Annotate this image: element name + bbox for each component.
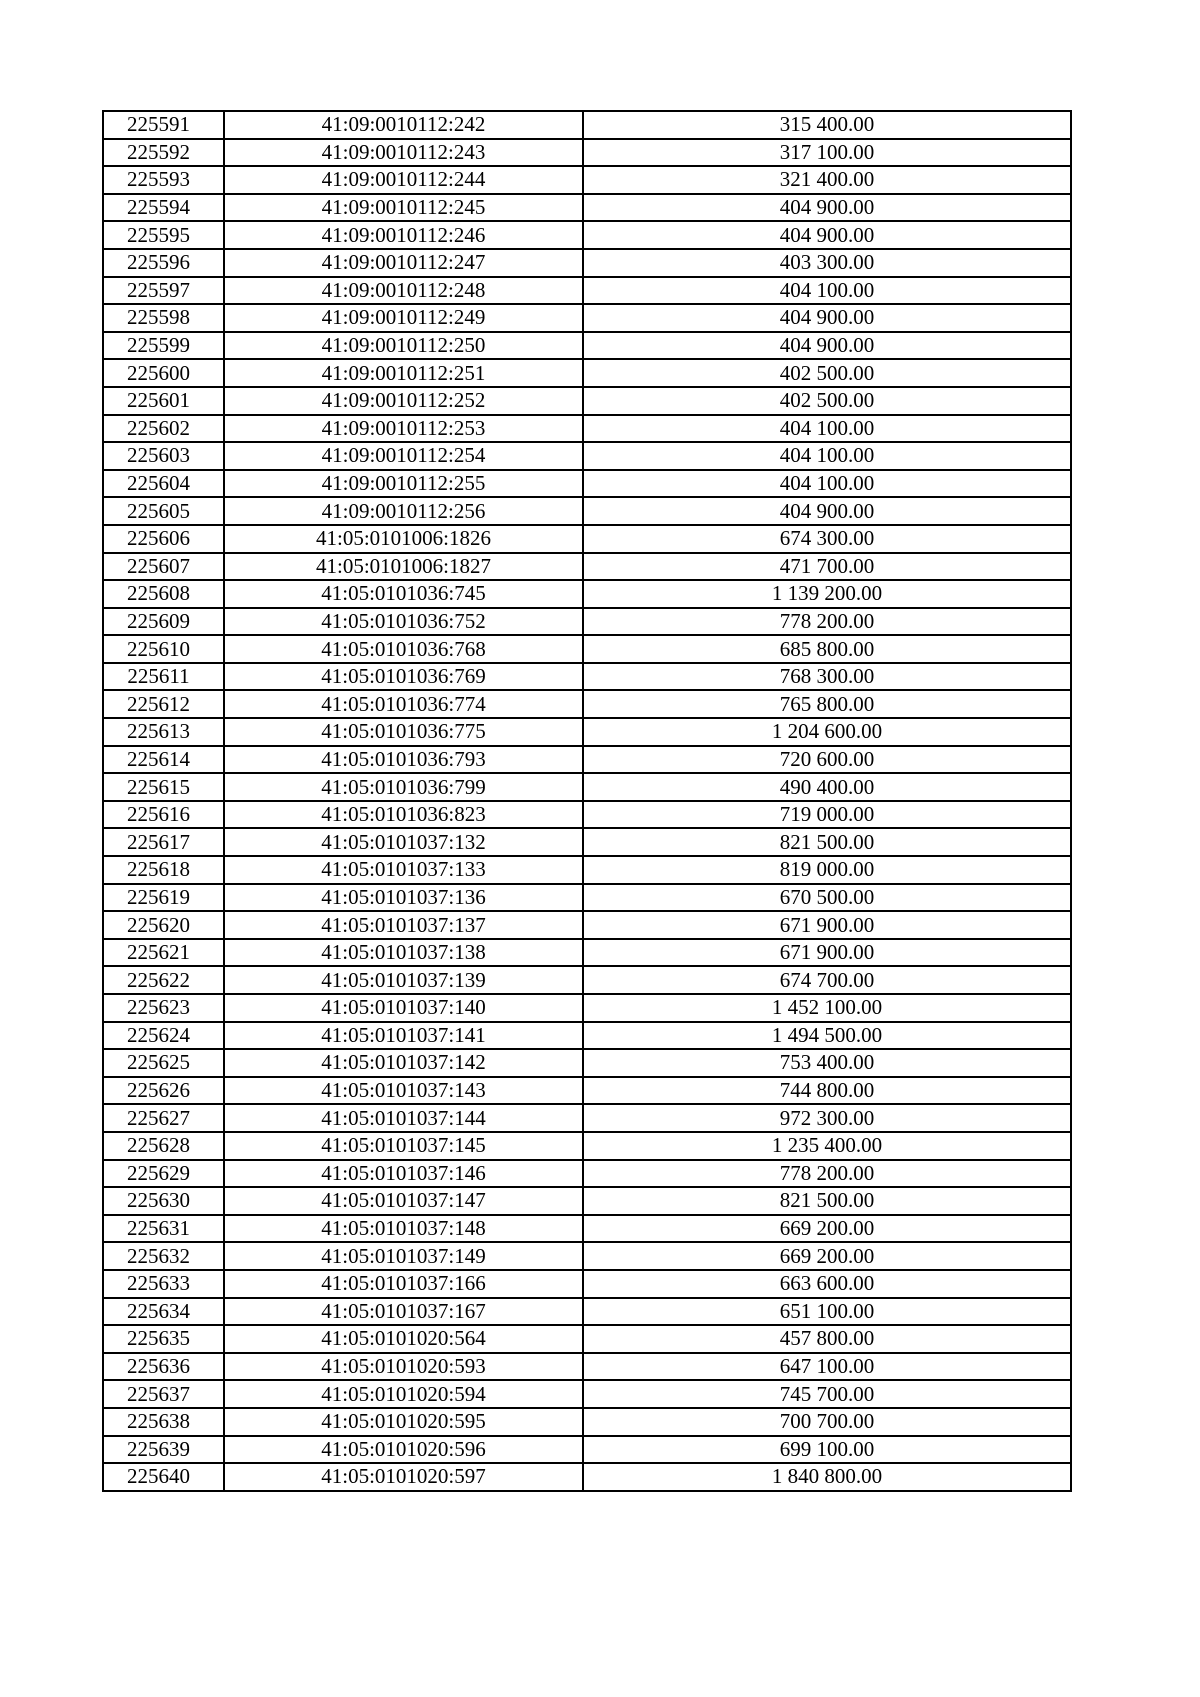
cadastral-number-cell: 41:05:0101037:145	[224, 1132, 583, 1160]
row-number-cell: 225599	[103, 332, 224, 360]
cadastral-number-cell: 41:05:0101037:143	[224, 1077, 583, 1105]
row-number-cell: 225616	[103, 801, 224, 829]
cadastral-value-cell: 404 100.00	[583, 442, 1071, 470]
cadastral-value-cell: 315 400.00	[583, 111, 1071, 139]
table-row	[103, 1270, 1071, 1298]
table-row	[103, 608, 1071, 636]
table-row	[103, 1463, 1071, 1491]
table-row	[103, 1160, 1071, 1188]
cadastral-value-cell: 821 500.00	[583, 828, 1071, 856]
table-row	[103, 580, 1071, 608]
row-number-cell: 225596	[103, 249, 224, 277]
table-row	[103, 828, 1071, 856]
cadastral-number-cell: 41:05:0101037:141	[224, 1022, 583, 1050]
cadastral-value-cell: 821 500.00	[583, 1187, 1071, 1215]
cadastral-value-cell: 1 840 800.00	[583, 1463, 1071, 1491]
row-number-cell: 225622	[103, 966, 224, 994]
table-row	[103, 470, 1071, 498]
table-row	[103, 1022, 1071, 1050]
table-row	[103, 442, 1071, 470]
cadastral-value-cell: 402 500.00	[583, 387, 1071, 415]
row-number-cell: 225603	[103, 442, 224, 470]
table-row	[103, 939, 1071, 967]
cadastral-number-cell: 41:09:0010112:250	[224, 332, 583, 360]
cadastral-number-cell: 41:09:0010112:244	[224, 166, 583, 194]
row-number-cell: 225593	[103, 166, 224, 194]
table-row	[103, 773, 1071, 801]
row-number-cell: 225600	[103, 359, 224, 387]
row-number-cell: 225607	[103, 553, 224, 581]
table-row	[103, 746, 1071, 774]
cadastral-number-cell: 41:05:0101020:593	[224, 1353, 583, 1381]
row-number-cell: 225610	[103, 635, 224, 663]
cadastral-number-cell: 41:05:0101036:823	[224, 801, 583, 829]
row-number-cell: 225615	[103, 773, 224, 801]
cadastral-number-cell: 41:09:0010112:255	[224, 470, 583, 498]
table-row	[103, 249, 1071, 277]
cadastral-number-cell: 41:05:0101020:564	[224, 1325, 583, 1353]
row-number-cell: 225639	[103, 1436, 224, 1464]
cadastral-value-cell: 671 900.00	[583, 939, 1071, 967]
row-number-cell: 225598	[103, 304, 224, 332]
cadastral-value-cell: 651 100.00	[583, 1298, 1071, 1326]
table-row	[103, 1298, 1071, 1326]
row-number-cell: 225621	[103, 939, 224, 967]
row-number-cell: 225595	[103, 221, 224, 249]
cadastral-number-cell: 41:09:0010112:243	[224, 139, 583, 167]
table-row	[103, 139, 1071, 167]
table-row	[103, 966, 1071, 994]
table-row	[103, 525, 1071, 553]
cadastral-number-cell: 41:09:0010112:247	[224, 249, 583, 277]
cadastral-number-cell: 41:05:0101037:166	[224, 1270, 583, 1298]
cadastral-number-cell: 41:09:0010112:246	[224, 221, 583, 249]
cadastral-number-cell: 41:05:0101036:793	[224, 746, 583, 774]
cadastral-number-cell: 41:05:0101006:1826	[224, 525, 583, 553]
row-number-cell: 225627	[103, 1104, 224, 1132]
cadastral-value-table	[102, 110, 1072, 1492]
row-number-cell: 225614	[103, 746, 224, 774]
cadastral-number-cell: 41:05:0101037:132	[224, 828, 583, 856]
cadastral-value-cell: 403 300.00	[583, 249, 1071, 277]
cadastral-number-cell: 41:05:0101036:769	[224, 663, 583, 691]
table-row	[103, 1436, 1071, 1464]
cadastral-value-cell: 669 200.00	[583, 1215, 1071, 1243]
cadastral-value-cell: 663 600.00	[583, 1270, 1071, 1298]
table-row	[103, 1242, 1071, 1270]
cadastral-value-cell: 669 200.00	[583, 1242, 1071, 1270]
cadastral-value-cell: 819 000.00	[583, 856, 1071, 884]
row-number-cell: 225632	[103, 1242, 224, 1270]
table-row	[103, 718, 1071, 746]
cadastral-number-cell: 41:09:0010112:253	[224, 415, 583, 443]
cadastral-number-cell: 41:05:0101036:768	[224, 635, 583, 663]
table-row	[103, 1077, 1071, 1105]
row-number-cell: 225601	[103, 387, 224, 415]
row-number-cell: 225594	[103, 194, 224, 222]
cadastral-number-cell: 41:05:0101036:752	[224, 608, 583, 636]
table-row	[103, 635, 1071, 663]
cadastral-number-cell: 41:09:0010112:252	[224, 387, 583, 415]
cadastral-value-cell: 670 500.00	[583, 884, 1071, 912]
cadastral-value-cell: 778 200.00	[583, 608, 1071, 636]
cadastral-number-cell: 41:09:0010112:248	[224, 277, 583, 305]
row-number-cell: 225597	[103, 277, 224, 305]
cadastral-value-cell: 1 204 600.00	[583, 718, 1071, 746]
cadastral-number-cell: 41:05:0101020:595	[224, 1408, 583, 1436]
cadastral-value-cell: 317 100.00	[583, 139, 1071, 167]
cadastral-value-cell: 719 000.00	[583, 801, 1071, 829]
table-row	[103, 856, 1071, 884]
table-row	[103, 690, 1071, 718]
cadastral-value-cell: 321 400.00	[583, 166, 1071, 194]
row-number-cell: 225592	[103, 139, 224, 167]
cadastral-value-cell: 1 235 400.00	[583, 1132, 1071, 1160]
table-row	[103, 221, 1071, 249]
cadastral-value-cell: 404 900.00	[583, 497, 1071, 525]
row-number-cell: 225604	[103, 470, 224, 498]
row-number-cell: 225609	[103, 608, 224, 636]
cadastral-number-cell: 41:05:0101037:167	[224, 1298, 583, 1326]
table-row	[103, 663, 1071, 691]
cadastral-value-cell: 402 500.00	[583, 359, 1071, 387]
table-row	[103, 1325, 1071, 1353]
cadastral-value-cell: 404 100.00	[583, 470, 1071, 498]
cadastral-number-cell: 41:05:0101037:133	[224, 856, 583, 884]
cadastral-number-cell: 41:09:0010112:245	[224, 194, 583, 222]
table-row	[103, 332, 1071, 360]
row-number-cell: 225634	[103, 1298, 224, 1326]
table-body	[103, 111, 1071, 1491]
table-row	[103, 1049, 1071, 1077]
cadastral-value-cell: 744 800.00	[583, 1077, 1071, 1105]
table-row	[103, 1353, 1071, 1381]
row-number-cell: 225624	[103, 1022, 224, 1050]
cadastral-number-cell: 41:09:0010112:249	[224, 304, 583, 332]
cadastral-value-cell: 457 800.00	[583, 1325, 1071, 1353]
cadastral-value-cell: 745 700.00	[583, 1380, 1071, 1408]
cadastral-number-cell: 41:05:0101037:136	[224, 884, 583, 912]
row-number-cell: 225628	[103, 1132, 224, 1160]
table-row	[103, 304, 1071, 332]
cadastral-value-cell: 720 600.00	[583, 746, 1071, 774]
row-number-cell: 225613	[103, 718, 224, 746]
table-row	[103, 415, 1071, 443]
cadastral-number-cell: 41:05:0101037:140	[224, 994, 583, 1022]
cadastral-value-cell: 404 100.00	[583, 415, 1071, 443]
cadastral-number-cell: 41:05:0101020:594	[224, 1380, 583, 1408]
table-row	[103, 166, 1071, 194]
row-number-cell: 225619	[103, 884, 224, 912]
table-row	[103, 884, 1071, 912]
row-number-cell: 225631	[103, 1215, 224, 1243]
row-number-cell: 225635	[103, 1325, 224, 1353]
cadastral-number-cell: 41:05:0101037:138	[224, 939, 583, 967]
row-number-cell: 225638	[103, 1408, 224, 1436]
row-number-cell: 225611	[103, 663, 224, 691]
cadastral-number-cell: 41:05:0101037:146	[224, 1160, 583, 1188]
cadastral-value-cell: 674 700.00	[583, 966, 1071, 994]
cadastral-value-cell: 778 200.00	[583, 1160, 1071, 1188]
table-row	[103, 994, 1071, 1022]
cadastral-value-cell: 1 139 200.00	[583, 580, 1071, 608]
table-row	[103, 359, 1071, 387]
row-number-cell: 225606	[103, 525, 224, 553]
cadastral-number-cell: 41:05:0101037:139	[224, 966, 583, 994]
cadastral-number-cell: 41:05:0101006:1827	[224, 553, 583, 581]
table-row	[103, 801, 1071, 829]
cadastral-value-cell: 972 300.00	[583, 1104, 1071, 1132]
cadastral-value-cell: 753 400.00	[583, 1049, 1071, 1077]
cadastral-number-cell: 41:05:0101020:597	[224, 1463, 583, 1491]
table-row	[103, 1104, 1071, 1132]
cadastral-value-cell: 490 400.00	[583, 773, 1071, 801]
table-row	[103, 1187, 1071, 1215]
cadastral-number-cell: 41:05:0101037:148	[224, 1215, 583, 1243]
row-number-cell: 225623	[103, 994, 224, 1022]
table-row	[103, 387, 1071, 415]
row-number-cell: 225618	[103, 856, 224, 884]
row-number-cell: 225636	[103, 1353, 224, 1381]
table-row	[103, 1408, 1071, 1436]
row-number-cell: 225617	[103, 828, 224, 856]
row-number-cell: 225608	[103, 580, 224, 608]
cadastral-number-cell: 41:05:0101037:147	[224, 1187, 583, 1215]
row-number-cell: 225626	[103, 1077, 224, 1105]
row-number-cell: 225630	[103, 1187, 224, 1215]
cadastral-value-cell: 671 900.00	[583, 911, 1071, 939]
cadastral-number-cell: 41:09:0010112:254	[224, 442, 583, 470]
row-number-cell: 225637	[103, 1380, 224, 1408]
cadastral-value-cell: 1 452 100.00	[583, 994, 1071, 1022]
cadastral-value-cell: 404 900.00	[583, 221, 1071, 249]
cadastral-value-cell: 768 300.00	[583, 663, 1071, 691]
table-row	[103, 911, 1071, 939]
table-row	[103, 194, 1071, 222]
cadastral-value-cell: 471 700.00	[583, 553, 1071, 581]
cadastral-number-cell: 41:05:0101037:149	[224, 1242, 583, 1270]
cadastral-number-cell: 41:09:0010112:251	[224, 359, 583, 387]
row-number-cell: 225620	[103, 911, 224, 939]
cadastral-value-cell: 404 900.00	[583, 194, 1071, 222]
table-row	[103, 1380, 1071, 1408]
cadastral-value-cell: 674 300.00	[583, 525, 1071, 553]
table-row	[103, 1215, 1071, 1243]
cadastral-number-cell: 41:09:0010112:242	[224, 111, 583, 139]
row-number-cell: 225629	[103, 1160, 224, 1188]
cadastral-number-cell: 41:09:0010112:256	[224, 497, 583, 525]
table-row	[103, 277, 1071, 305]
row-number-cell: 225640	[103, 1463, 224, 1491]
table-row	[103, 111, 1071, 139]
row-number-cell: 225625	[103, 1049, 224, 1077]
cadastral-value-cell: 685 800.00	[583, 635, 1071, 663]
table-row	[103, 1132, 1071, 1160]
table-row	[103, 553, 1071, 581]
cadastral-value-cell: 404 900.00	[583, 332, 1071, 360]
row-number-cell: 225605	[103, 497, 224, 525]
cadastral-number-cell: 41:05:0101037:144	[224, 1104, 583, 1132]
cadastral-value-cell: 404 100.00	[583, 277, 1071, 305]
cadastral-number-cell: 41:05:0101036:774	[224, 690, 583, 718]
row-number-cell: 225602	[103, 415, 224, 443]
cadastral-value-cell: 404 900.00	[583, 304, 1071, 332]
row-number-cell: 225633	[103, 1270, 224, 1298]
table-row	[103, 497, 1071, 525]
cadastral-number-cell: 41:05:0101036:745	[224, 580, 583, 608]
cadastral-value-cell: 647 100.00	[583, 1353, 1071, 1381]
cadastral-value-cell: 699 100.00	[583, 1436, 1071, 1464]
cadastral-value-cell: 1 494 500.00	[583, 1022, 1071, 1050]
cadastral-number-cell: 41:05:0101037:137	[224, 911, 583, 939]
cadastral-number-cell: 41:05:0101020:596	[224, 1436, 583, 1464]
cadastral-value-cell: 700 700.00	[583, 1408, 1071, 1436]
cadastral-value-cell: 765 800.00	[583, 690, 1071, 718]
row-number-cell: 225612	[103, 690, 224, 718]
cadastral-number-cell: 41:05:0101036:799	[224, 773, 583, 801]
cadastral-number-cell: 41:05:0101036:775	[224, 718, 583, 746]
cadastral-number-cell: 41:05:0101037:142	[224, 1049, 583, 1077]
row-number-cell: 225591	[103, 111, 224, 139]
